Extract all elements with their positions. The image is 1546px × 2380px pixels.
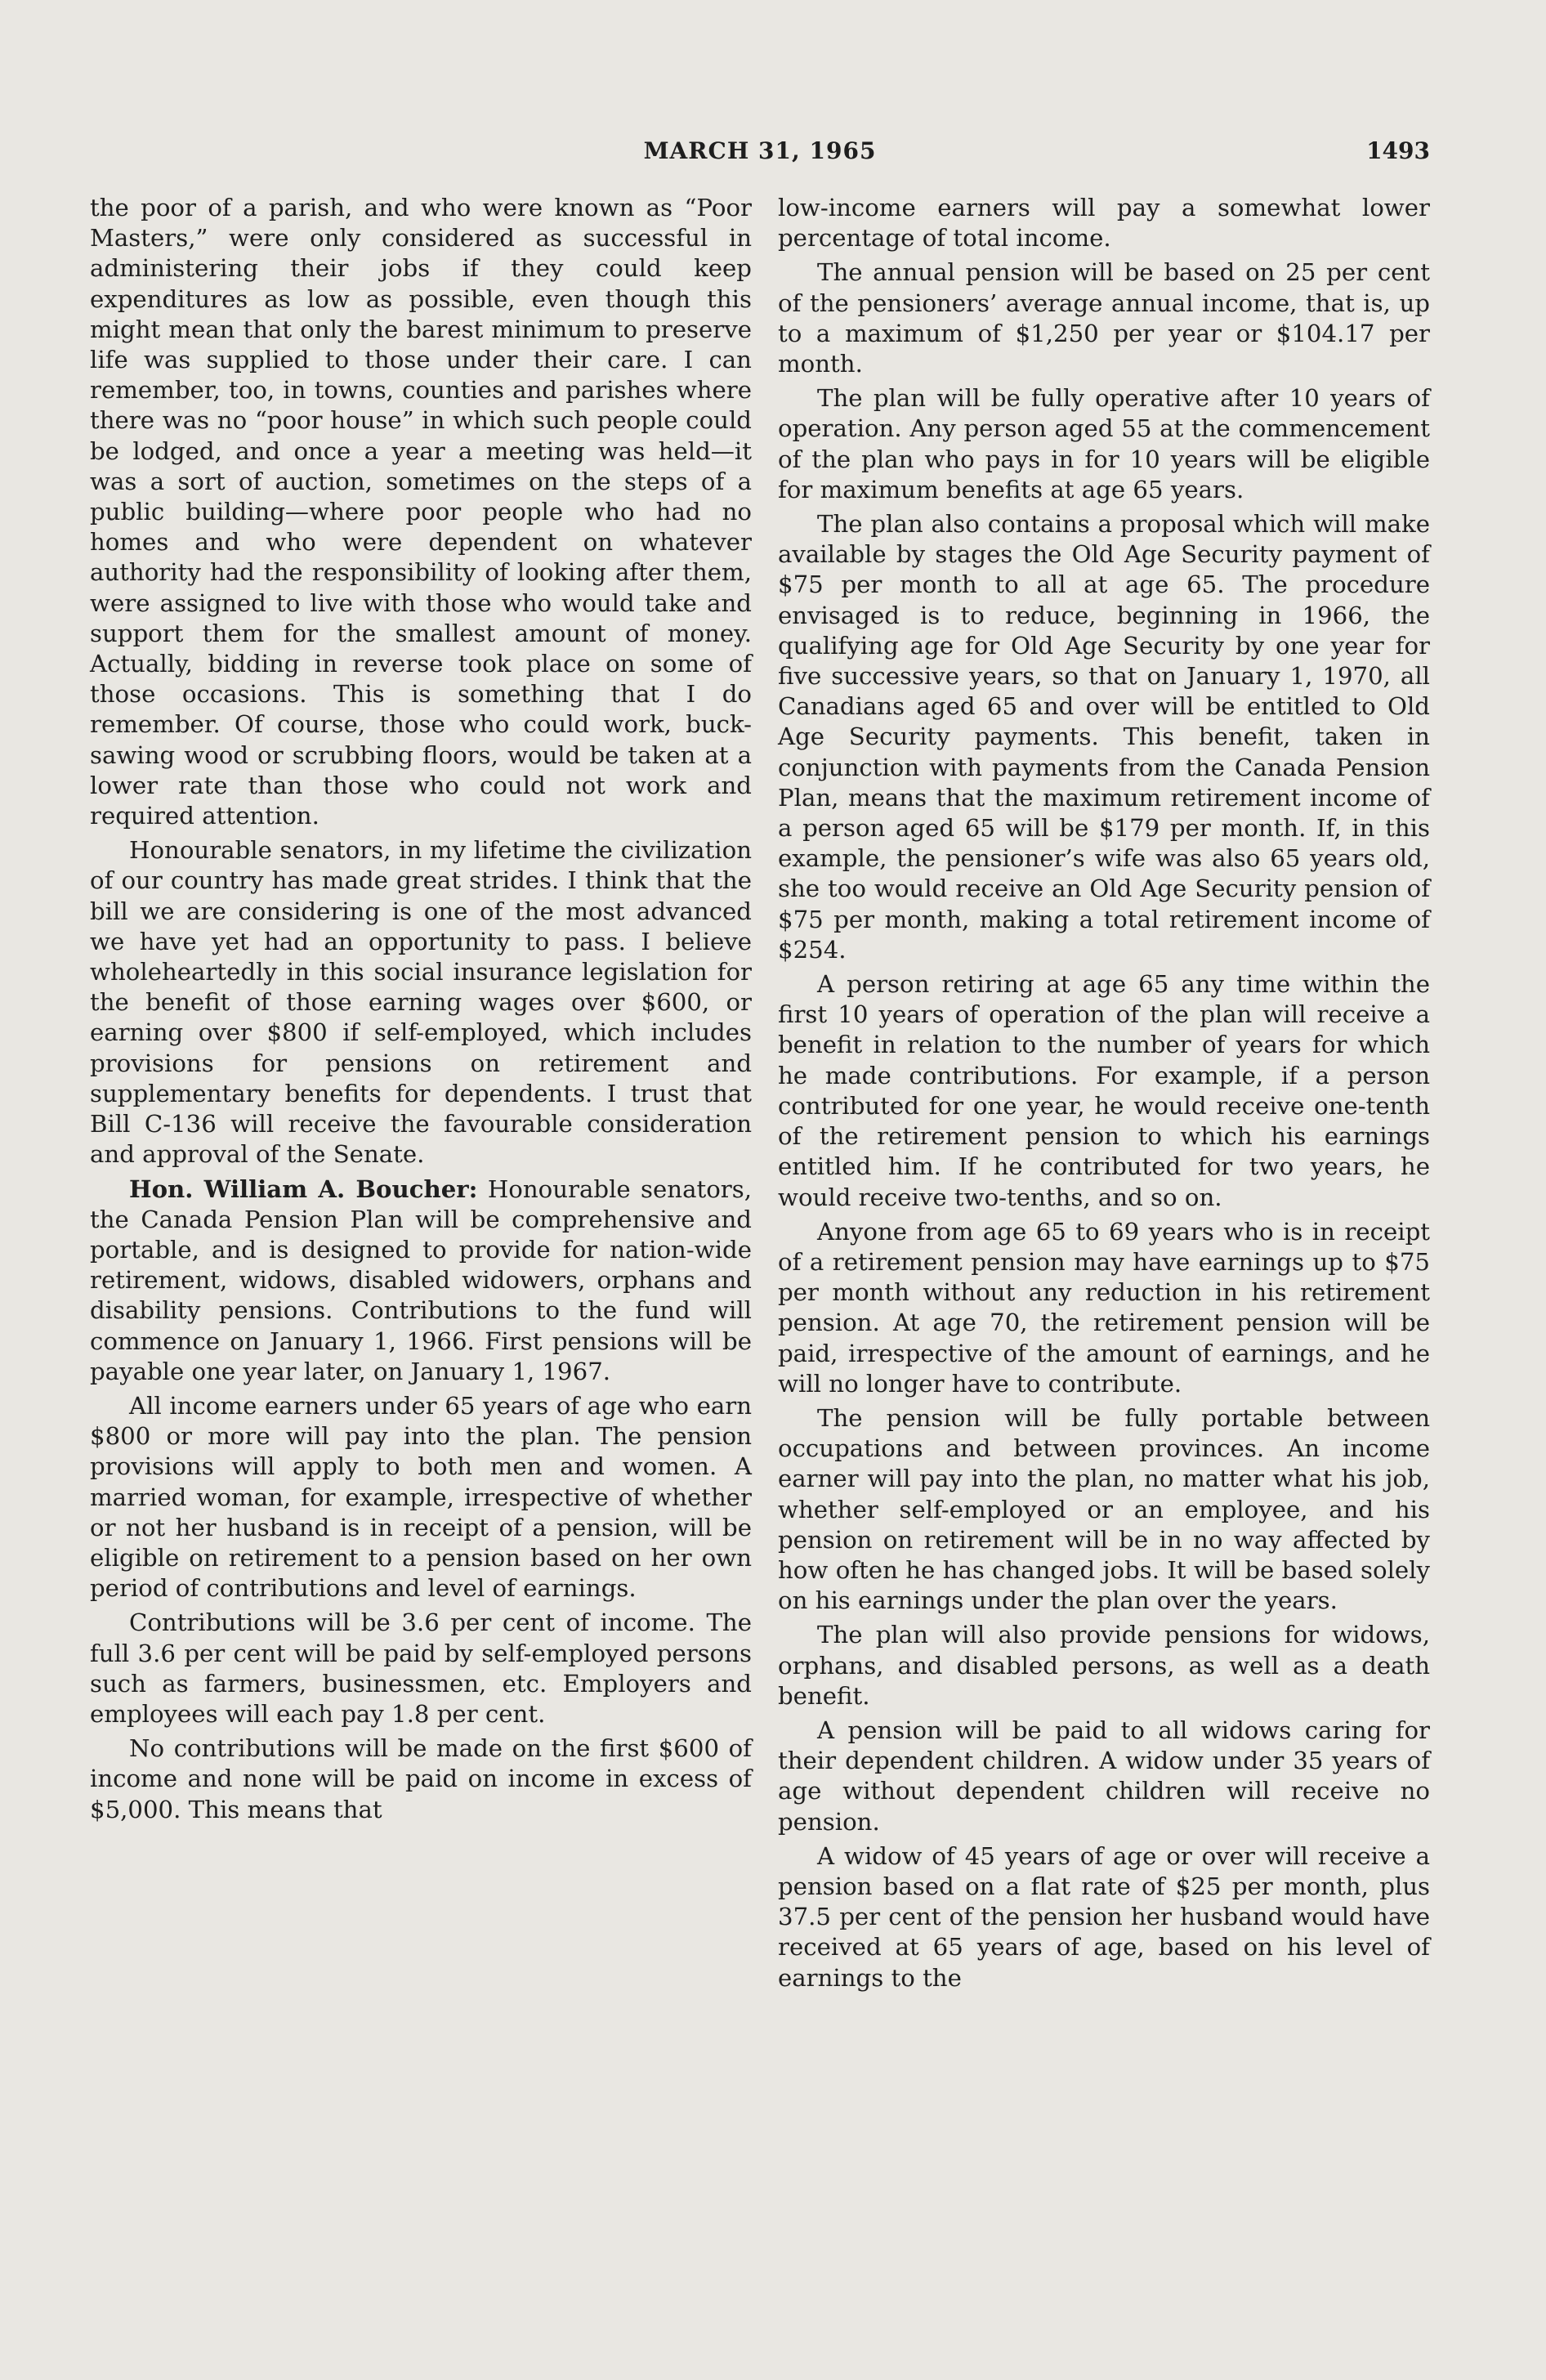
header-date: MARCH 31, 1965 — [643, 137, 877, 164]
paragraph: All income earners under 65 years of age who earn $800 or more will pay into the plan. The pension provisions will apply to both men and women. A married woman, for example, irrespective of whether or not her husband is in receipt of a pension, will be eligible on retirement to a pension based on her own period of contributions and level of earnings. — [90, 1391, 752, 1603]
paragraph: Honourable senators, in my lifetime the civilization of our country has made great strides. I think that the bill we are considering is one of the most advanced we have yet had an opportunity to pass. I believe wholeheartedly in this social insurance legislation for the benefit of those earning wages over $600, or earning over $800 if self-employed, which includes provisions for pensions on retirement and supplementary benefits for dependents. I trust that Bill C-136 will receive the favourable consideration and approval of the Senate. — [90, 836, 752, 1169]
speech-text: Honourable senators, the Canada Pension Plan will be comprehensive and portable, and is designed to provide for nation-wide retirement, widows, disabled widowers, orphans and disability pensions. Contributions to the fund will commence on January 1, 1966. First pensions will be payable one year later, on January 1, 1967. — [90, 1174, 752, 1385]
paragraph: the poor of a parish, and who were known as “Poor Masters,” were only considered as successful in administering their jobs if they could keep expenditures as low as possible, even though this might mean that only the barest minimum to preserve life was supplied to those under their care. I can remember, too, in towns, counties and parishes where there was no “poor house” in which such people could be lodged, and once a year a meeting was held—it was a sort of auction, sometimes on the steps of a public building—where poor people who had no homes and who were dependent on whatever authority had the responsibility of looking after them, were assigned to live with those who would take and support them for the smallest amount of money. Actually, bidding in reverse took place on some of those occasions. This is something that I do remember. Of course, those who could work, buck-sawing wood or scrubbing floors, would be taken at a lower rate than those who could not work and required attention. — [90, 194, 752, 830]
paragraph: Contributions will be 3.6 per cent of income. The full 3.6 per cent will be paid by self-employed persons such as farmers, businessmen, etc. Employers and employees will each pay 1.8 per cent. — [90, 1608, 752, 1728]
paragraph: Anyone from age 65 to 69 years who is in receipt of a retirement pension may have earnings up to $75 per month without any reduction in his retirement pension. At age 70, the retirement pension will be paid, irrespective of the amount of earnings, and he will no longer have to contribute. — [778, 1217, 1430, 1398]
page-number: 1493 — [1366, 137, 1430, 164]
paragraph: The plan will also provide pensions for widows, orphans, and disabled persons, as well as a death benefit. — [778, 1621, 1430, 1710]
right-column — [778, 193, 1430, 1998]
paragraph: The plan also contains a proposal which will make available by stages the Old Age Security payment of $75 per month to all at age 65. The procedure envisaged is to reduce, beginning in 1966, the qualifying age for Old Age Security by one year for five successive years, so that on January 1, 1970, all Canadians aged 65 and over will be entitled to Old Age Security payments. This benefit, taken in conjunction with payments from the Canada Pension Plan, means that the maximum retirement income of a person aged 65 will be $179 per month. If, in this example, the pensioner’s wife was also 65 years old, she too would receive an Old Age Security pension of $75 per month, making a total retirement income of $254. — [778, 510, 1430, 964]
paragraph: The annual pension will be based on 25 per cent of the pensioners’ average annual income, that is, up to a maximum of $1,250 per year or $104.17 per month. — [778, 258, 1430, 378]
paragraph: No contributions will be made on the first $600 of income and none will be paid on income in excess of $5,000. This means that — [90, 1734, 752, 1823]
paragraph: A person retiring at age 65 any time within the first 10 years of operation of the plan will receive a benefit in relation to the number of years for which he made contributions. For example, if a person contributed for one year, he would receive one-tenth of the retirement pension to which his earnings entitled him. If he contributed for two years, he would receive two-tenths, and so on. — [778, 970, 1430, 1211]
paragraph: The pension will be fully portable between occupations and between provinces. An income earner will pay into the plan, no matter what his job, whether self-employed or an employee, and his pension on retirement will be in no way affected by how often he has changed jobs. It will be based solely on his earnings under the plan over the years. — [778, 1403, 1430, 1615]
paragraph — [90, 1174, 752, 1387]
paragraph: low-income earners will pay a somewhat lower percentage of total income. — [778, 194, 1430, 253]
left-column — [90, 193, 752, 1829]
paragraph: A pension will be paid to all widows caring for their dependent children. A widow under 35 years of age without dependent children will receive no pension. — [778, 1716, 1430, 1836]
paragraph: A widow of 45 years of age or over will receive a pension based on a flat rate of $25 per month, plus 37.5 per cent of the pension her husband would have received at 65 years of age, based on his level of earnings to the — [778, 1841, 1430, 1992]
speaker-name: Hon. William A. Boucher: — [129, 1174, 478, 1203]
page-header — [90, 137, 1430, 170]
paragraph: The plan will be fully operative after 10 years of operation. Any person aged 55 at the commencement of the plan who pays in for 10 years will be eligible for maximum benefits at age 65 years. — [778, 384, 1430, 503]
